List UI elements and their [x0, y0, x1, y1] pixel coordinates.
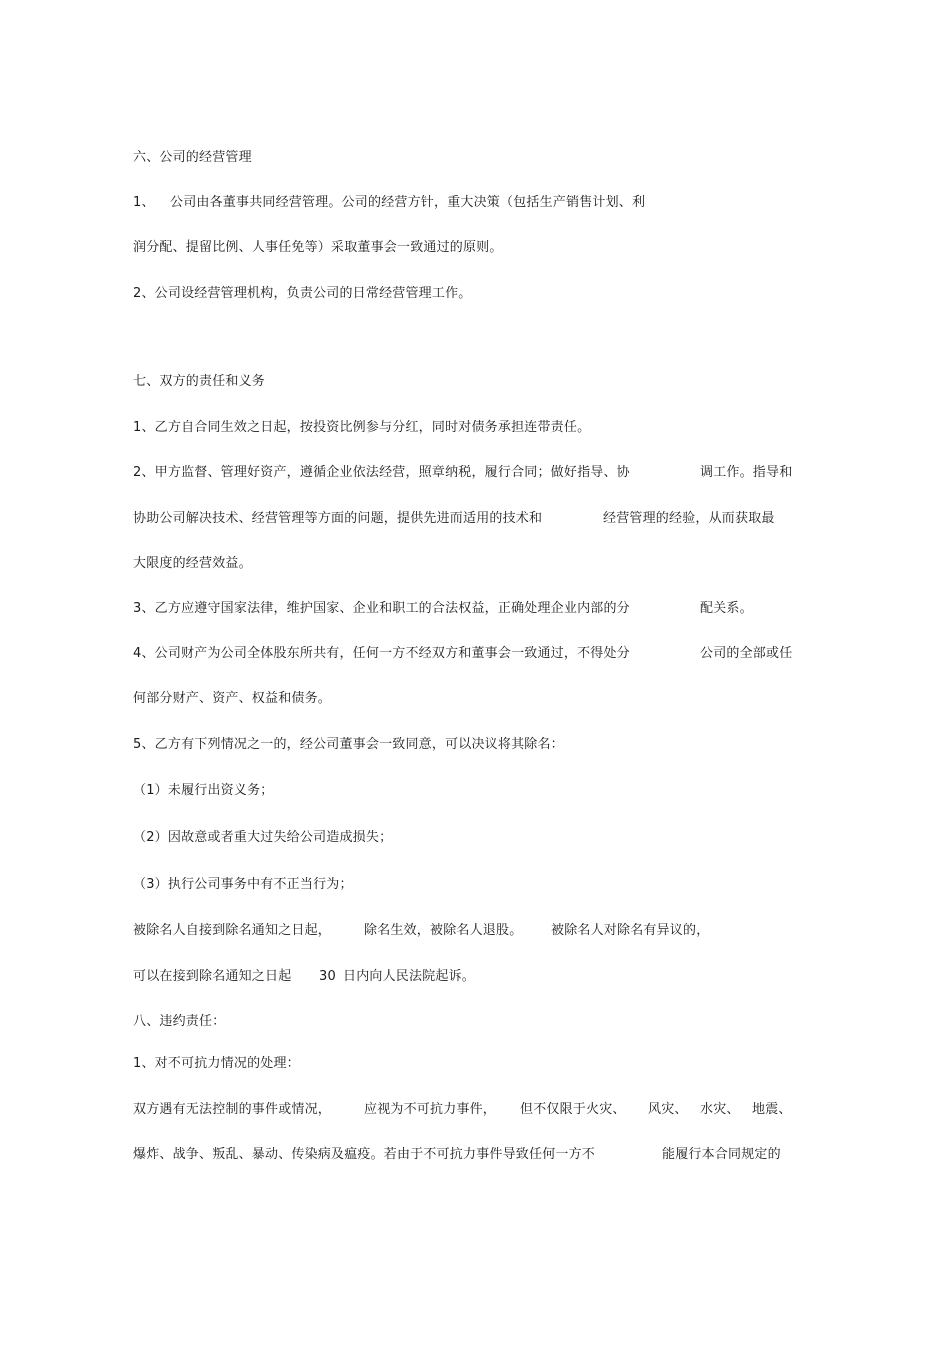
paragraph-6-1-line-2: 润分配、提留比例、人事任免等）采取董事会一致通过的原则。	[133, 240, 503, 255]
paragraph-7-5: 5、乙方有下列情况之一的，经公司董事会一致同意，可以决议将其除名：	[133, 737, 564, 752]
paragraph-text: 被除名人对除名有异议的，	[551, 923, 710, 938]
paragraph-text: 能履行本合同规定的	[662, 1147, 781, 1162]
item-number: 1、	[133, 195, 155, 210]
paragraph-text: 日内向人民法院起诉。	[343, 969, 476, 984]
paragraph-7-2-line-3: 大限度的经营效益。	[133, 556, 252, 571]
paragraph-7-1: 1、乙方自合同生效之日起，按投资比例参与分红，同时对债务承担连带责任。	[133, 420, 591, 435]
paragraph-text: 水灾、	[700, 1102, 740, 1117]
paragraph-text: 可以在接到除名通知之日起	[133, 969, 292, 984]
paragraph-force-majeure-line-2	[133, 1146, 781, 1218]
paragraph-text: 公司的全部或任	[700, 646, 793, 661]
paragraph-8-1: 1、对不可抗力情况的处理：	[133, 1056, 300, 1071]
list-item-7-5-3: （3）执行公司事务中有不正当行为；	[133, 877, 353, 892]
day-count: 30	[319, 969, 336, 984]
paragraph-text: 被除名人自接到除名通知之日起，	[133, 923, 332, 938]
paragraph-text: 4、公司财产为公司全体股东所共有，任何一方不经双方和董事会一致通过，不得处分	[133, 646, 630, 661]
paragraph-text: 应视为不可抗力事件，	[364, 1102, 497, 1117]
paragraph-text: 地震、	[752, 1102, 792, 1117]
paragraph-text: 但不仅限于火灾、	[520, 1102, 626, 1117]
paragraph-text: 配关系。	[700, 601, 753, 616]
list-item-7-5-1: （1）未履行出资义务；	[133, 783, 274, 798]
paragraph-text: 协助公司解决技术、经营管理等方面的问题，提供先进而适用的技术和	[133, 511, 543, 526]
paragraph-7-4-line-2: 何部分财产、资产、权益和债务。	[133, 691, 332, 706]
paragraph-text: 双方遇有无法控制的事件或情况，	[133, 1102, 332, 1117]
paragraph-text: 3、乙方应遵守国家法律，维护国家、企业和职工的合法权益，正确处理企业内部的分	[133, 601, 630, 616]
section-heading-6: 六、公司的经营管理	[133, 150, 252, 165]
paragraph-6-2: 2、公司设经营管理机构，负责公司的日常经营管理工作。	[133, 286, 472, 301]
paragraph-text: 公司由各董事共同经营管理。公司的经营方针，重大决策（包括生产销售计划、利	[170, 195, 646, 210]
paragraph-text: 调工作。指导和	[700, 465, 793, 480]
paragraph-text: 除名生效，被除名人退股。	[364, 923, 523, 938]
paragraph-text: 2、甲方监督、管理好资产，遵循企业依法经营，照章纳税，履行合同；做好指导、协	[133, 465, 630, 480]
list-item-7-5-2: （2）因故意或者重大过失给公司造成损失；	[133, 830, 393, 845]
paragraph-text: 爆炸、战争、叛乱、暴动、传染病及瘟疫。若由于不可抗力事件导致任何一方不	[133, 1147, 596, 1162]
paragraph-text: 风灾、	[648, 1102, 688, 1117]
section-heading-8: 八、违约责任：	[133, 1014, 226, 1029]
section-heading-7: 七、双方的责任和义务	[133, 374, 266, 389]
paragraph-text: 经营管理的经验，从而获取最	[603, 511, 775, 526]
